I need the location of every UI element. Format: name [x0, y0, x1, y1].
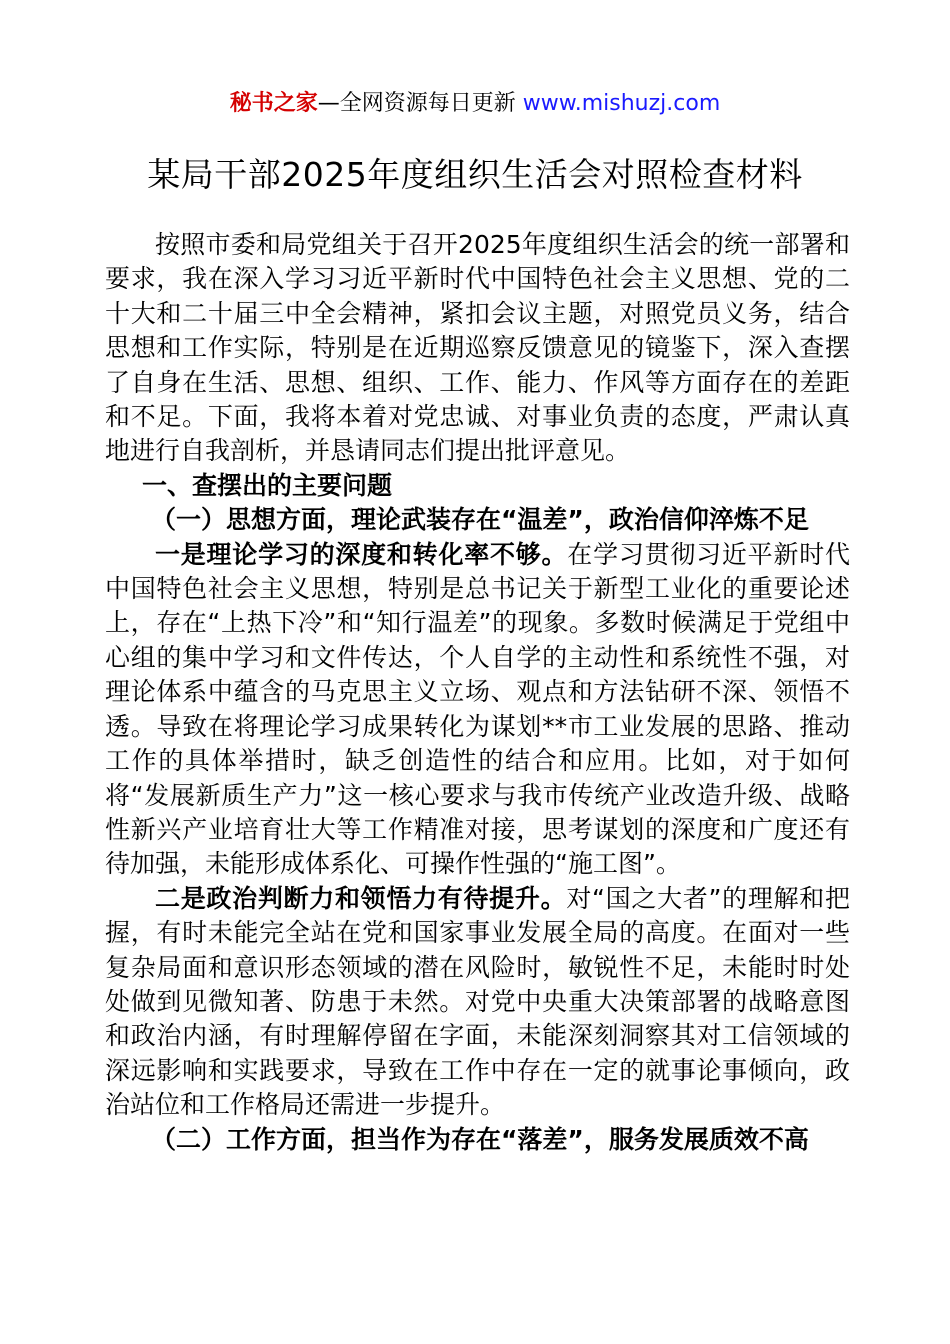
point-two-lead: 二是政治判断力和领悟力有待提升。 [155, 883, 567, 913]
point-one-lead: 一是理论学习的深度和转化率不够。 [155, 539, 568, 569]
banner-url[interactable]: www.mishuzj.com [522, 91, 721, 116]
brand-name: 秘书之家 [229, 91, 318, 116]
subsection-heading-thought: （一）思想方面，理论武装存在“温差”，政治信仰淬炼不足 [151, 505, 809, 535]
point-two-paragraph [105, 882, 850, 1123]
site-banner [0, 88, 950, 120]
document-body [105, 228, 850, 1157]
subsection-heading-work: （二）工作方面，担当作为存在“落差”，服务发展质效不高 [151, 1124, 809, 1154]
document-title: 某局干部2025年度组织生活会对照检查材料 [147, 155, 803, 194]
point-one-paragraph [105, 538, 850, 882]
point-two-body: 对“国之大者”的理解和把握，有时未能完全站在党和国家事业发展全局的高度。在面对一些复杂局面和意识形态领域的潜在风险时，敏锐性不足，未能时时处处做到见微知著、防患于未然。对党中央重大决策部署的战略意图和政治内涵，有时理解停留在字面，未能深刻洞察其对工信领域的深远影响和实践要求，导致在工作中存在一定的就事论事倾向，政治站位和工作格局还需进一步提升。 [105, 883, 850, 1120]
intro-paragraph: 按照市委和局党组关于召开2025年度组织生活会的统一部署和要求，我在深入学习习近平新时代中国特色社会主义思想、党的二十大和二十届三中全会精神，紧扣会议主题，对照党员义务，结合思想和工作实际，特别是在近期巡察反馈意见的镜鉴下，深入查摆了自身在生活、思想、组织、工作、能力、作风等方面存在的差距和不足。下面，我将本着对党忠诚、对事业负责的态度，严肃认真地进行自我剖析，并恳请同志们提出批评意见。 [105, 230, 850, 466]
section-heading: 一、查摆出的主要问题 [142, 470, 393, 500]
point-one-body: 在学习贯彻习近平新时代中国特色社会主义思想，特别是总书记关于新型工业化的重要论述上，存在“上热下冷”和“知行温差”的现象。多数时候满足于党组中心组的集中学习和文件传达，个人自学的主动性和系统性不强，对理论体系中蕴含的马克思主义立场、观点和方法钻研不深、领悟不透。导致在将理论学习成果转化为谋划**市工业发展的思路、推动工作的具体举措时，缺乏创造性的结合和应用。比如，对于如何将“发展新质生产力”这一核心要求与我市传统产业改造升级、战略性新兴产业培育壮大等工作精准对接，思考谋划的深度和广度还有待加强，未能形成体系化、可操作性强的“施工图”。 [105, 539, 850, 879]
banner-slogan: —全网资源每日更新 [317, 91, 523, 116]
